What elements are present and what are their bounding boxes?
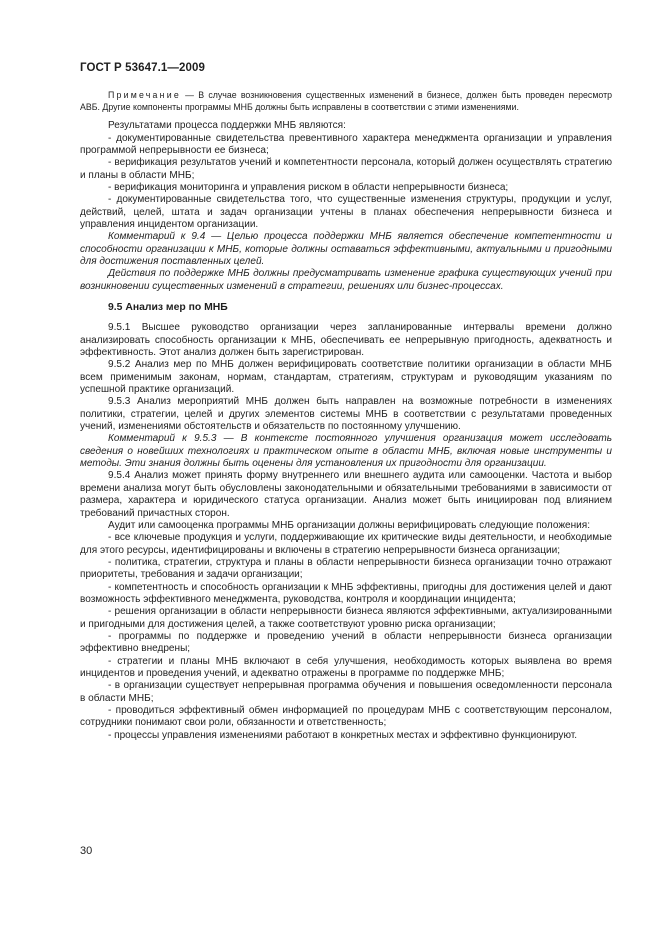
list-item: - документированные свидетельства того, что существенные изменения структуры, продукции и услуг, действий, целей, штата и задач организации учтены в планах обеспечения непрерывности бизнеса и управления инцидентом организации. (80, 194, 612, 230)
list-item: - верификация результатов учений и компетентности персонала, который должен осуществлять стратегию и планы в области МНБ; (80, 157, 612, 181)
document-body (80, 90, 612, 742)
list-item: - политика, стратегии, структура и планы в области непрерывности бизнеса организации точно отражают приоритеты, требования и задачи организации; (80, 556, 612, 581)
list-item: - стратегии и планы МНБ включают в себя улучшения, необходимость которых выявлена во время инцидентов и проведения учений, и адекватно отражены в программе по поддержке МНБ; (80, 655, 612, 679)
note-label: Примечание (108, 90, 181, 100)
list-item: - проводиться эффективный обмен информацией по процедурам МНБ с соответствующим персоналом, сотрудники понимают свои роли, обязанности и ответственность; (80, 705, 612, 729)
list-item: - компетентность и способность организации к МНБ эффективны, пригодны для достижения целей и дают возможность эффективного менеджмента, руководства, контроля и координации инцидента; (80, 581, 612, 605)
paragraph: Результатами процесса поддержки МНБ являются: (108, 120, 346, 132)
list-item: - процессы управления изменениями работают в конкретных местах и эффективно функционируют. (108, 729, 578, 741)
section-heading: 9.5 Анализ мер по МНБ (108, 302, 228, 313)
comment-paragraph: Действия по поддержке МНБ должны предусматривать изменение графика существующих учений при возникновении существенных изменений в стратегии, решениях или бизнес-процессах. (80, 268, 612, 292)
document-header: ГОСТ Р 53647.1—2009 (80, 62, 205, 74)
page-number: 30 (80, 845, 93, 857)
paragraph: 9.5.2 Анализ мер по МНБ должен верифицировать соответствие политики организации в области МНБ всем применимым законам, нормам, стандартам, стратегиям, структурам и руководящим указаниям по успешной практике организаций. (80, 359, 612, 396)
list-item: - программы по поддержке и проведению учений в области непрерывности бизнеса организации эффективно внедрены; (80, 630, 612, 655)
paragraph: 9.5.3 Анализ мероприятий МНБ должен быть направлен на возможные потребности в изменениях политики, стратегии, целей и других элементов системы МНБ в соответствии с результатами проведенных учений, изменениями обстоятельств и обязательств по постоянному улучшению. (80, 396, 612, 433)
list-item: - документированные свидетельства превентивного характера менеджмента организации и управления программой непрерывности ее бизнеса; (80, 132, 612, 156)
note-paragraph (80, 90, 612, 113)
paragraph: 9.5.4 Анализ может принять форму внутреннего или внешнего аудита или самооценки. Частота и выбор времени анализа могут быть обусловлены законодательными и обязательными требованиями в зависимости от размера, характера и юридического статуса организации. Анализ может быть инициирован под влиянием требований причастных сторон. (80, 470, 612, 519)
comment-paragraph: Комментарий к 9.5.3 — В контексте постоянного улучшения организация может исследовать сведения о новейших технологиях и практическом опыте в области МНБ, включая новые инструменты и методы. Эти знания должны быть оценены для установления их пригодности для организации. (80, 433, 612, 470)
list-item: - в организации существует непрерывная программа обучения и повышения осведомленности персонала в области МНБ; (80, 680, 612, 704)
list-item: - верификация мониторинга и управления риском в области непрерывности бизнеса; (108, 181, 509, 193)
note-text: — В случае возникновения существенных изменений в бизнесе, должен быть проведен пересмотр АВБ. Другие компоненты программы МНБ должны быть исправлены в соответствии с этими изменениями. (80, 90, 612, 112)
comment-paragraph: Комментарий к 9.4 — Целью процесса поддержки МНБ является обеспечение компетентности и способности организации к МНБ, которые должны оставаться эффективными, актуальными и пригодными для достижения поставленных целей. (80, 231, 612, 267)
paragraph: Аудит или самооценка программы МНБ организации должны верифицировать следующие положения: (108, 519, 591, 531)
list-item: - все ключевые продукция и услуги, поддерживающие их критические виды деятельности, и необходимые для этого ресурсы, идентифицированы и включены в стратегию непрерывности бизнеса организации; (80, 532, 612, 556)
paragraph: 9.5.1 Высшее руководство организации через запланированные интервалы времени должно анализировать способность организации к МНБ, обеспечивать ее непрерывную пригодность, адекватность и эффективность. Этот анализ должен быть зарегистрирован. (80, 322, 612, 359)
list-item: - решения организации в области непрерывности бизнеса являются эффективными, актуализированными и пригодными для достижения целей, а также соответствуют уровню риска организации; (80, 606, 612, 630)
